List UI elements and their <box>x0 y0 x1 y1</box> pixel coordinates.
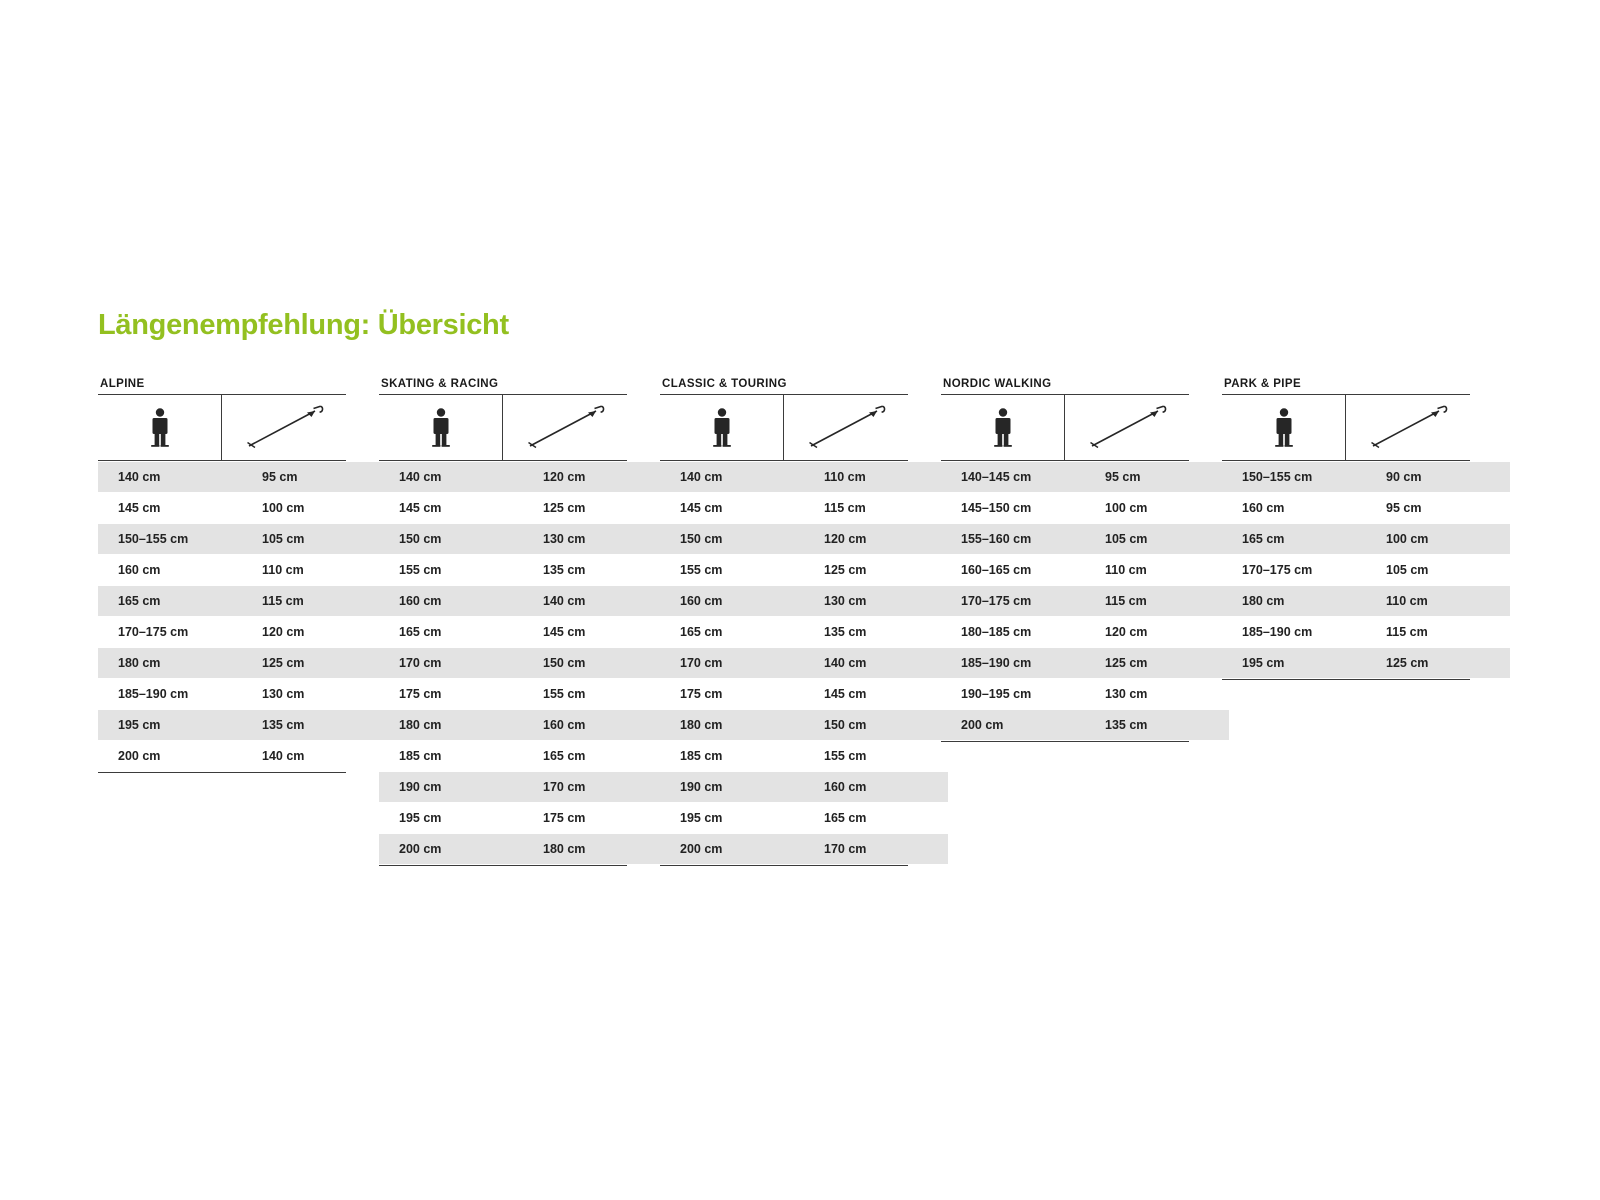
table-row <box>1222 523 1510 554</box>
table-row <box>1222 461 1510 492</box>
cell-body-height: 145–150 cm <box>941 492 1085 523</box>
table-title: NORDIC WALKING <box>943 377 1052 390</box>
cell-body-height: 150 cm <box>379 523 523 554</box>
table-row <box>98 678 386 709</box>
table-row <box>379 461 667 492</box>
cell-pole-length: 120 cm <box>1085 616 1229 647</box>
table-block <box>1222 378 1470 680</box>
header-cell-body-height <box>1222 395 1346 460</box>
cell-pole-length: 135 cm <box>1085 709 1229 740</box>
cell-pole-length: 135 cm <box>523 554 667 585</box>
cell-body-height: 155–160 cm <box>941 523 1085 554</box>
cell-body-height: 190 cm <box>660 771 804 802</box>
table-row <box>98 523 386 554</box>
cell-body-height: 140 cm <box>379 461 523 492</box>
cell-body-height: 150–155 cm <box>1222 461 1366 492</box>
cell-pole-length: 95 cm <box>1085 461 1229 492</box>
cell-body-height: 195 cm <box>660 802 804 833</box>
table-row <box>379 833 667 864</box>
header-cell-pole-length <box>503 395 627 460</box>
table-row <box>941 678 1229 709</box>
cell-pole-length: 100 cm <box>1366 523 1510 554</box>
table-header-row <box>660 394 908 461</box>
table-row <box>379 523 667 554</box>
cell-pole-length: 130 cm <box>804 585 948 616</box>
cell-body-height: 160 cm <box>660 585 804 616</box>
table-row <box>660 678 948 709</box>
cell-pole-length: 165 cm <box>523 740 667 771</box>
ski-pole-icon <box>803 404 889 450</box>
table-row <box>1222 616 1510 647</box>
cell-pole-length: 130 cm <box>242 678 386 709</box>
table-row <box>1222 585 1510 616</box>
cell-body-height: 170 cm <box>660 647 804 678</box>
cell-body-height: 160–165 cm <box>941 554 1085 585</box>
length-table <box>379 461 667 865</box>
table-row <box>660 523 948 554</box>
cell-pole-length: 105 cm <box>1085 523 1229 554</box>
cell-body-height: 140–145 cm <box>941 461 1085 492</box>
cell-pole-length: 130 cm <box>523 523 667 554</box>
cell-body-height: 160 cm <box>98 554 242 585</box>
cell-pole-length: 110 cm <box>804 461 948 492</box>
cell-pole-length: 125 cm <box>804 554 948 585</box>
cell-pole-length: 110 cm <box>1366 585 1510 616</box>
header-cell-body-height <box>941 395 1065 460</box>
table-row <box>1222 554 1510 585</box>
cell-body-height: 180–185 cm <box>941 616 1085 647</box>
cell-body-height: 185–190 cm <box>98 678 242 709</box>
table-row <box>941 492 1229 523</box>
cell-body-height: 165 cm <box>98 585 242 616</box>
cell-pole-length: 135 cm <box>242 709 386 740</box>
cell-body-height: 170–175 cm <box>98 616 242 647</box>
table-row <box>660 802 948 833</box>
cell-body-height: 145 cm <box>379 492 523 523</box>
cell-pole-length: 125 cm <box>523 492 667 523</box>
person-icon <box>147 407 173 447</box>
cell-body-height: 185–190 cm <box>1222 616 1366 647</box>
header-cell-pole-length <box>1346 395 1470 460</box>
cell-body-height: 200 cm <box>379 833 523 864</box>
cell-pole-length: 115 cm <box>242 585 386 616</box>
table-row <box>660 647 948 678</box>
table-row <box>379 771 667 802</box>
cell-pole-length: 115 cm <box>1085 585 1229 616</box>
cell-body-height: 165 cm <box>379 616 523 647</box>
cell-body-height: 150 cm <box>660 523 804 554</box>
table-row <box>660 740 948 771</box>
table-row <box>98 709 386 740</box>
table-row <box>941 709 1229 740</box>
table-bottom-rule <box>379 865 627 866</box>
cell-pole-length: 100 cm <box>1085 492 1229 523</box>
table-row <box>660 585 948 616</box>
header-cell-pole-length <box>222 395 346 460</box>
cell-pole-length: 140 cm <box>523 585 667 616</box>
table-row <box>379 554 667 585</box>
length-table <box>660 461 948 865</box>
cell-pole-length: 120 cm <box>242 616 386 647</box>
cell-pole-length: 95 cm <box>1366 492 1510 523</box>
table-row <box>98 647 386 678</box>
cell-pole-length: 140 cm <box>804 647 948 678</box>
table-row <box>1222 647 1510 678</box>
cell-body-height: 200 cm <box>941 709 1085 740</box>
cell-pole-length: 160 cm <box>804 771 948 802</box>
ski-pole-icon <box>522 404 608 450</box>
cell-pole-length: 90 cm <box>1366 461 1510 492</box>
cell-pole-length: 130 cm <box>1085 678 1229 709</box>
cell-pole-length: 120 cm <box>804 523 948 554</box>
table-row <box>379 802 667 833</box>
cell-body-height: 180 cm <box>98 647 242 678</box>
cell-pole-length: 170 cm <box>804 833 948 864</box>
table-row <box>660 461 948 492</box>
cell-pole-length: 120 cm <box>523 461 667 492</box>
cell-body-height: 185 cm <box>660 740 804 771</box>
cell-pole-length: 155 cm <box>523 678 667 709</box>
cell-body-height: 185 cm <box>379 740 523 771</box>
cell-pole-length: 115 cm <box>1366 616 1510 647</box>
table-row <box>379 709 667 740</box>
header-cell-body-height <box>660 395 784 460</box>
cell-body-height: 170 cm <box>379 647 523 678</box>
table-row <box>941 554 1229 585</box>
cell-body-height: 195 cm <box>1222 647 1366 678</box>
cell-pole-length: 145 cm <box>523 616 667 647</box>
cell-body-height: 140 cm <box>98 461 242 492</box>
cell-body-height: 160 cm <box>379 585 523 616</box>
cell-body-height: 175 cm <box>660 678 804 709</box>
table-row <box>98 740 386 771</box>
ski-pole-icon <box>241 404 327 450</box>
cell-pole-length: 150 cm <box>523 647 667 678</box>
cell-body-height: 180 cm <box>379 709 523 740</box>
cell-body-height: 170–175 cm <box>1222 554 1366 585</box>
cell-body-height: 180 cm <box>660 709 804 740</box>
length-table <box>98 461 386 772</box>
cell-body-height: 180 cm <box>1222 585 1366 616</box>
table-row <box>660 616 948 647</box>
cell-pole-length: 145 cm <box>804 678 948 709</box>
person-icon <box>990 407 1016 447</box>
cell-body-height: 160 cm <box>1222 492 1366 523</box>
ski-pole-icon <box>1365 404 1451 450</box>
table-row <box>98 616 386 647</box>
cell-pole-length: 160 cm <box>523 709 667 740</box>
table-bottom-rule <box>98 772 346 773</box>
table-row <box>379 492 667 523</box>
table-bottom-rule <box>660 865 908 866</box>
table-row <box>1222 492 1510 523</box>
cell-body-height: 155 cm <box>379 554 523 585</box>
table-block <box>379 378 627 866</box>
table-title: PARK & PIPE <box>1224 377 1302 390</box>
table-row <box>98 554 386 585</box>
table-title: ALPINE <box>100 377 145 390</box>
cell-pole-length: 140 cm <box>242 740 386 771</box>
cell-pole-length: 170 cm <box>523 771 667 802</box>
ski-pole-icon <box>1084 404 1170 450</box>
cell-body-height: 190 cm <box>379 771 523 802</box>
table-row <box>379 740 667 771</box>
cell-body-height: 190–195 cm <box>941 678 1085 709</box>
table-header-row <box>941 394 1189 461</box>
cell-body-height: 195 cm <box>379 802 523 833</box>
cell-pole-length: 150 cm <box>804 709 948 740</box>
cell-pole-length: 175 cm <box>523 802 667 833</box>
cell-pole-length: 95 cm <box>242 461 386 492</box>
cell-pole-length: 125 cm <box>1366 647 1510 678</box>
cell-body-height: 200 cm <box>98 740 242 771</box>
table-row <box>98 585 386 616</box>
table-row <box>379 585 667 616</box>
cell-pole-length: 105 cm <box>1366 554 1510 585</box>
header-cell-pole-length <box>1065 395 1189 460</box>
table-row <box>660 709 948 740</box>
cell-pole-length: 105 cm <box>242 523 386 554</box>
cell-body-height: 185–190 cm <box>941 647 1085 678</box>
table-row <box>660 833 948 864</box>
table-row <box>941 523 1229 554</box>
cell-pole-length: 125 cm <box>1085 647 1229 678</box>
cell-body-height: 145 cm <box>98 492 242 523</box>
person-icon <box>1271 407 1297 447</box>
table-bottom-rule <box>1222 679 1470 680</box>
cell-pole-length: 100 cm <box>242 492 386 523</box>
cell-pole-length: 125 cm <box>242 647 386 678</box>
table-block <box>941 378 1189 742</box>
cell-pole-length: 155 cm <box>804 740 948 771</box>
cell-body-height: 195 cm <box>98 709 242 740</box>
table-row <box>98 461 386 492</box>
header-cell-pole-length <box>784 395 908 460</box>
table-row <box>941 647 1229 678</box>
length-recommendation-sheet <box>98 310 1518 866</box>
cell-body-height: 165 cm <box>660 616 804 647</box>
cell-pole-length: 115 cm <box>804 492 948 523</box>
table-title: SKATING & RACING <box>381 377 499 390</box>
table-row <box>660 771 948 802</box>
cell-pole-length: 110 cm <box>1085 554 1229 585</box>
table-block <box>98 378 346 773</box>
table-header-row <box>379 394 627 461</box>
cell-pole-length: 135 cm <box>804 616 948 647</box>
table-row <box>660 554 948 585</box>
cell-body-height: 175 cm <box>379 678 523 709</box>
table-header-row <box>98 394 346 461</box>
cell-body-height: 165 cm <box>1222 523 1366 554</box>
cell-pole-length: 165 cm <box>804 802 948 833</box>
table-bottom-rule <box>941 741 1189 742</box>
table-row <box>941 585 1229 616</box>
header-cell-body-height <box>379 395 503 460</box>
table-row <box>660 492 948 523</box>
table-block <box>660 378 908 866</box>
table-row <box>379 647 667 678</box>
table-row <box>941 461 1229 492</box>
table-row <box>941 616 1229 647</box>
page-title: Längenempfehlung: Übersicht <box>98 309 509 341</box>
person-icon <box>428 407 454 447</box>
cell-body-height: 200 cm <box>660 833 804 864</box>
length-table <box>1222 461 1510 679</box>
table-row <box>98 492 386 523</box>
table-header-row <box>1222 394 1470 461</box>
tables-container <box>98 378 1518 866</box>
cell-body-height: 140 cm <box>660 461 804 492</box>
person-icon <box>709 407 735 447</box>
header-cell-body-height <box>98 395 222 460</box>
cell-body-height: 155 cm <box>660 554 804 585</box>
length-table <box>941 461 1229 741</box>
table-title: CLASSIC & TOURING <box>662 377 787 390</box>
cell-pole-length: 180 cm <box>523 833 667 864</box>
table-row <box>379 678 667 709</box>
cell-pole-length: 110 cm <box>242 554 386 585</box>
table-row <box>379 616 667 647</box>
cell-body-height: 170–175 cm <box>941 585 1085 616</box>
cell-body-height: 150–155 cm <box>98 523 242 554</box>
cell-body-height: 145 cm <box>660 492 804 523</box>
